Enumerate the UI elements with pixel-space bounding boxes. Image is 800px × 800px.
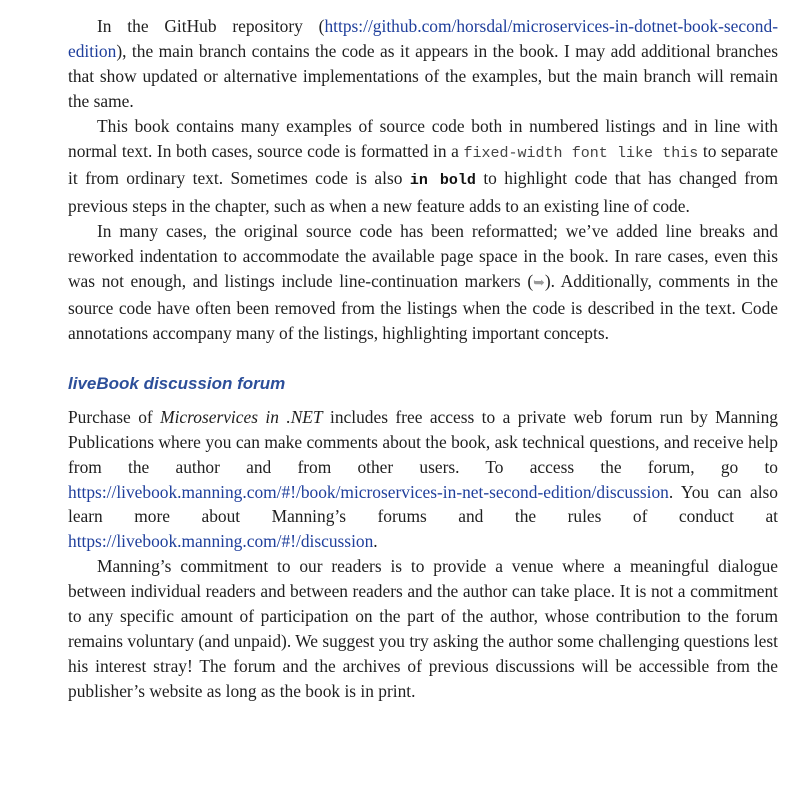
text: Purchase of [68,406,161,427]
continuation-marker-icon: ➥ [533,275,545,292]
text: ). Additionally, comments in the source code have often been removed from the listings when the code is described in the text. Code annotations accompany many of the listings, highlighting important concepts. [68,271,778,343]
text: to highlight code that has changed from previous steps in the chapter, such as when a new feature adds to an existing line of code. [68,168,778,217]
text: to separate it from ordinary text. Sometimes code is also [68,140,778,189]
text: In many cases, the original source code has been reformatted; we’ve added line breaks and reworked indentation to accommodate the available page space in the book. In rare cases, even this was not enough, and listings include line-continuation markers ( [68,221,778,292]
text: includes free access to a private web forum run by Manning Publications where you can make comments about the book, ask technical questions, and receive help from the author and from other users. To access the forum, go to [68,406,778,477]
paragraph-github-repo [68,14,778,114]
text: This book contains many examples of source code both in numbered listings and in line with normal text. In both cases, source code is formatted in a [68,115,778,161]
book-title: Microservices in .NET [160,406,323,427]
paragraph-reformatting [68,219,778,346]
text: . You can also learn more about Manning’s forums and the rules of conduct at [68,481,778,527]
section-heading: liveBook discussion forum [68,373,286,393]
forum-book-link[interactable]: https://livebook.manning.com/#!/book/microservices-in-net-second-edition/discussion [68,481,669,502]
bold-code-sample: in bold [409,172,476,190]
text: ), the main branch contains the code as it appears in the book. I may add additional branches that show updated or alternative implementations of the examples, but the main branch will remain the same. [68,40,778,111]
text: . [373,531,378,552]
fixed-width-code-sample: fixed-width font like this [463,144,699,162]
paragraph-forum-access [68,405,778,554]
text: In the GitHub repository ( [97,16,325,36]
github-repo-link[interactable]: https://github.com/horsdal/microservices-in-dotnet-book-second-edition [68,16,778,61]
paragraph-source-code-formatting [68,114,778,220]
forum-discussion-link[interactable]: https://livebook.manning.com/#!/discussion [68,531,374,552]
paragraph-manning-commitment: Manning’s commitment to our readers is to provide a venue where a meaningful dialogue between individual readers and between readers and the author can take place. It is not a commitment to any specific amount of participation on the part of the author, whose contribution to the forum remains voluntary (and unpaid). We suggest you try asking the author some challenging questions lest his interest stray! The forum and the archives of previous discussions will be accessible from the publisher’s website as long as the book is in print. [68,556,778,701]
